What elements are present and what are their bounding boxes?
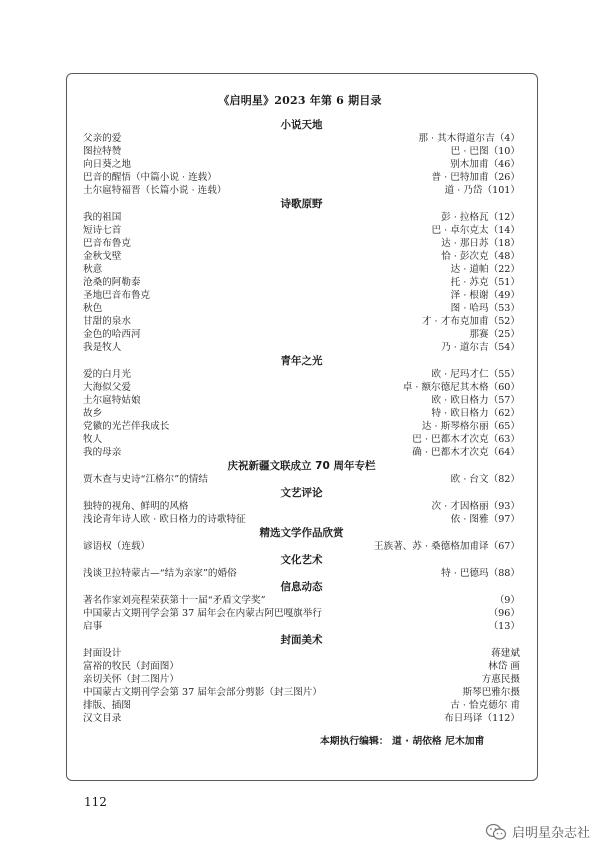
section-heading: 小说天地	[280, 119, 323, 131]
entry-title: 中国蒙古文期刊学会第 37 届年会在内蒙古阿巴嘎旗举行	[83, 608, 322, 619]
entry-author-page: 达 · 那日苏（18）	[441, 238, 520, 249]
toc-entry	[83, 567, 520, 580]
section-heading: 庆祝新疆文联成立 70 周年专栏	[227, 460, 376, 472]
entry-title: 沧桑的阿勒泰	[83, 277, 141, 288]
toc-entry	[83, 620, 520, 633]
entry-author-page: 王族著、苏 · 桑德格加甫译（67）	[373, 541, 520, 552]
entry-author-page: （9）	[494, 595, 520, 606]
toc-entry	[83, 276, 520, 289]
toc-entry	[83, 250, 520, 263]
toc-entry	[83, 500, 520, 513]
entry-author-page: 普 · 巴特加甫（26）	[431, 172, 520, 183]
entry-author-page: 卓 · 额尔德尼其木格（60）	[402, 382, 520, 393]
entry-author-page: 那赛（25）	[469, 329, 520, 340]
entry-author-page: 蒋建斌	[491, 648, 520, 659]
toc-entry	[83, 420, 520, 433]
entry-author-page: 达 · 道帕（22）	[450, 264, 520, 275]
entry-title: 故乡	[83, 408, 103, 419]
entry-title: 秋色	[83, 303, 103, 314]
section-heading: 精选文学作品欣赏	[259, 527, 344, 539]
toc-entry	[83, 341, 520, 354]
entry-title: 向日葵之地	[83, 159, 131, 170]
entry-title: 金秋戈壁	[83, 251, 122, 262]
entry-title: 我的母亲	[83, 447, 122, 458]
entry-author-page: （96）	[488, 608, 520, 619]
entry-author-page: 图 · 哈玛（53）	[450, 303, 520, 314]
entry-author-page: 巴 · 巴都木才次克（63）	[412, 434, 520, 445]
toc-entry	[83, 473, 520, 486]
entry-title: 浅谈卫拉特蒙古—“结为亲家”的婚俗	[83, 568, 237, 579]
entry-author-page: 次 · 才因格丽（93）	[431, 501, 520, 512]
toc-entry	[83, 184, 520, 197]
entry-author-page: 彭 · 拉格瓦（12）	[441, 212, 520, 223]
toc-entry	[83, 540, 520, 553]
entry-title: 启事	[83, 621, 103, 632]
entry-author-page: 林岱 画	[488, 661, 520, 672]
toc-entry	[83, 211, 520, 224]
entry-title: 党徽的光芒伴我成长	[83, 421, 170, 432]
section-heading: 青年之光	[280, 355, 323, 367]
toc-title: 《启明星》2023 年第 6 期目录	[218, 94, 382, 107]
entry-title: 金色的哈西河	[83, 329, 141, 340]
entry-author-page: 达 · 斯琴格尔丽（65）	[421, 421, 520, 432]
toc-entry	[83, 594, 520, 607]
entry-author-page: 泽 · 根谢（49）	[450, 290, 520, 301]
entry-author-page: （13）	[488, 621, 520, 632]
entry-author-page: 道 · 乃岱（101）	[444, 185, 520, 196]
entry-title: 大海似父爱	[83, 382, 131, 393]
toc-entry	[83, 132, 520, 145]
entry-title: 牧人	[83, 434, 103, 445]
entry-title: 秋意	[83, 264, 103, 275]
toc-entry	[83, 224, 520, 237]
entry-title: 土尔扈特姑娘	[83, 395, 141, 406]
watermark-text: 启明星杂志社	[511, 826, 590, 841]
entry-title: 排版、插图	[83, 700, 131, 711]
entry-title: 巴音布鲁克	[83, 238, 131, 249]
toc-entry	[83, 607, 520, 620]
entry-author-page: 特 · 巴德玛（88）	[441, 568, 520, 579]
entry-author-page: 恰 · 彭次克（48）	[441, 251, 520, 262]
toc-entry	[83, 302, 520, 315]
entry-title: 浅论青年诗人欧 · 欧日格力的诗歌特征	[83, 514, 246, 525]
toc-entry	[83, 433, 520, 446]
entry-title: 父亲的爱	[83, 133, 122, 144]
table-of-contents	[83, 118, 520, 725]
toc-entry	[83, 394, 520, 407]
entry-author-page: 布日玛译（112）	[444, 713, 520, 724]
entry-title: 甘甜的泉水	[83, 316, 131, 327]
toc-entry	[83, 647, 520, 660]
toc-entry	[83, 263, 520, 276]
executive-editors: 本期执行编辑： 道 · 胡依格 尼木加甫	[320, 736, 485, 747]
entry-title: 爱的白月光	[83, 369, 131, 380]
entry-title: 富裕的牧民（封面图）	[83, 661, 179, 672]
entry-author-page: 那 · 其木得道尔吉（4）	[418, 133, 520, 144]
entry-title: 图拉特赞	[83, 146, 122, 157]
toc-entry	[83, 673, 520, 686]
toc-entry	[83, 513, 520, 526]
entry-author-page: 确 · 巴都木才次克（64）	[412, 447, 520, 458]
toc-entry	[83, 407, 520, 420]
entry-author-page: 古 · 恰克德尔 甫	[450, 700, 520, 711]
toc-entry	[83, 699, 520, 712]
entry-title: 巴音的醒悟（中篇小说 · 连载）	[83, 172, 217, 183]
toc-entry	[83, 660, 520, 673]
section-heading: 封面美术	[280, 634, 323, 646]
entry-author-page: 欧 · 尼玛才仁（55）	[431, 369, 520, 380]
wechat-watermark	[485, 822, 590, 841]
toc-entry	[83, 381, 520, 394]
entry-author-page: 巴 · 卓尔克太（14）	[431, 225, 520, 236]
page-number: 112	[84, 795, 107, 809]
entry-author-page: 别木加甫（46）	[450, 159, 520, 170]
section-heading: 文化艺术	[280, 554, 323, 566]
entry-author-page: 方惠民摄	[481, 674, 520, 685]
entry-author-page: 巴 · 巴图（10）	[450, 146, 520, 157]
entry-title: 汉文目录	[83, 713, 122, 724]
entry-title: 著名作家刘亮程荣获第十一届“矛盾文学奖”	[83, 595, 266, 606]
entry-title: 我的祖国	[83, 212, 122, 223]
entry-title: 我是牧人	[83, 342, 122, 353]
entry-title: 中国蒙古文期刊学会第 37 届年会部分剪影（封三图片）	[83, 687, 322, 698]
toc-entry	[83, 145, 520, 158]
section-heading: 信息动态	[280, 581, 323, 593]
entry-title: 独特的视角、鲜明的风格	[83, 501, 189, 512]
entry-title: 短诗七首	[83, 225, 122, 236]
toc-entry	[83, 686, 520, 699]
entry-title: 贾木查与史诗“江格尔”的情结	[83, 474, 208, 485]
entry-author-page: 欧 · 台文（82）	[450, 474, 520, 485]
entry-title: 圣地巴音布鲁克	[83, 290, 151, 301]
entry-author-page: 托 · 苏克（51）	[450, 277, 520, 288]
entry-author-page: 斯琴巴雅尔摄	[462, 687, 520, 698]
entry-title: 亲切关怀（封二图片）	[83, 674, 179, 685]
toc-entry	[83, 237, 520, 250]
toc-entry	[83, 328, 520, 341]
entry-author-page: 才 · 才布克加甫（52）	[421, 316, 520, 327]
entry-author-page: 特 · 欧日格力（62）	[431, 408, 520, 419]
entry-author-page: 乃 · 道尔吉（54）	[441, 342, 520, 353]
entry-title: 谚语权（连载）	[83, 541, 151, 552]
toc-entry	[83, 712, 520, 725]
toc-entry	[83, 171, 520, 184]
toc-entry	[83, 446, 520, 459]
section-heading: 诗歌原野	[280, 198, 323, 210]
toc-entry	[83, 158, 520, 171]
entry-author-page: 欧 · 欧日格力（57）	[431, 395, 520, 406]
section-heading: 文艺评论	[280, 487, 323, 499]
toc-entry	[83, 368, 520, 381]
entry-title: 封面设计	[83, 648, 122, 659]
entry-title: 土尔扈特福晋（长篇小说 · 连载）	[83, 185, 227, 196]
toc-entry	[83, 289, 520, 302]
entry-author-page: 依 · 图雅（97）	[450, 514, 520, 525]
wechat-icon	[485, 823, 507, 841]
toc-entry	[83, 315, 520, 328]
